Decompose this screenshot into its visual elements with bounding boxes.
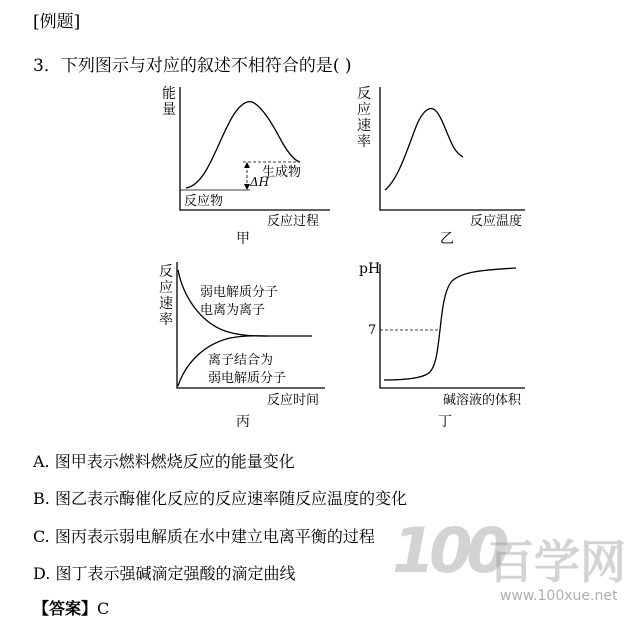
option-c-letter: C. <box>33 527 50 546</box>
option-c-text: 图丙表示弱电解质在水中建立电离平衡的过程 <box>54 527 375 546</box>
figure-ding <box>359 261 525 430</box>
option-d-letter: D. <box>33 564 51 583</box>
option-d <box>33 561 295 584</box>
bing-caption: 丙 <box>236 414 250 430</box>
jia-arrow-head-up <box>244 162 250 168</box>
jia-product-label: 生成物 <box>262 165 302 180</box>
option-a <box>33 449 295 472</box>
option-b-text: 图乙表示酶催化反应的反应速率随反应温度的变化 <box>54 489 407 508</box>
jia-caption: 甲 <box>236 231 250 247</box>
yi-y-label-2: 应 <box>357 102 371 118</box>
question-number: 3． <box>33 56 61 76</box>
yi-y-label-1: 反 <box>357 86 371 102</box>
bing-y-label-2: 应 <box>159 280 173 296</box>
jia-axes <box>180 87 330 210</box>
ding-axes <box>380 264 525 388</box>
watermark-brand: 百学网 <box>488 535 626 589</box>
option-b-letter: B. <box>33 489 50 508</box>
answer-line <box>33 596 109 619</box>
yi-y-label-4: 率 <box>357 134 371 150</box>
yi-caption: 乙 <box>440 231 454 247</box>
yi-axes <box>380 87 525 210</box>
ding-titration-curve <box>384 268 516 380</box>
yi-rate-curve <box>385 109 463 191</box>
bing-upper-label-1: 弱电解质分子 <box>200 285 279 300</box>
ding-x-label: 碱溶液的体积 <box>443 393 522 408</box>
option-a-text: 图甲表示燃料燃烧反应的能量变化 <box>54 452 295 471</box>
bing-y-label-1: 反 <box>159 264 173 280</box>
bing-lower-label-2: 弱电解质分子 <box>208 371 287 386</box>
ding-y-label: pH <box>359 261 381 277</box>
bing-upper-label-2: 电离为离子 <box>200 303 266 318</box>
figure-bing <box>159 262 325 430</box>
yi-y-label-3: 速 <box>357 118 371 134</box>
ding-caption: 丁 <box>438 414 452 430</box>
bing-lower-label-1: 离子结合为 <box>208 353 274 368</box>
watermark-url: www.100xue.net <box>500 588 618 604</box>
answer-value: C <box>97 599 110 618</box>
figure-yi <box>357 86 525 247</box>
example-tag: [例题] <box>33 12 81 32</box>
option-b <box>33 486 407 509</box>
option-d-text: 图丁表示强碱滴定强酸的滴定曲线 <box>55 564 296 583</box>
jia-y-label-1: 能 <box>162 86 176 102</box>
ding-tick-label: 7 <box>368 323 377 338</box>
jia-x-label: 反应过程 <box>267 214 320 229</box>
watermark-digits: 100 <box>392 514 504 587</box>
bing-x-label: 反应时间 <box>267 393 320 408</box>
jia-delta-h-label: ΔH <box>250 175 270 189</box>
bing-y-label-4: 率 <box>159 312 173 328</box>
jia-y-label-2: 量 <box>162 102 176 118</box>
option-a-letter: A. <box>33 452 50 471</box>
bing-axes <box>177 262 325 388</box>
option-c <box>33 524 375 547</box>
jia-reactant-label: 反应物 <box>184 194 224 209</box>
yi-x-label: 反应温度 <box>470 214 523 229</box>
question-text: 下列图示与对应的叙述不相符合的是( ) <box>60 56 352 76</box>
answer-label: 【答案】 <box>33 599 98 618</box>
bing-y-label-3: 速 <box>159 296 173 312</box>
figure-jia <box>162 85 330 247</box>
